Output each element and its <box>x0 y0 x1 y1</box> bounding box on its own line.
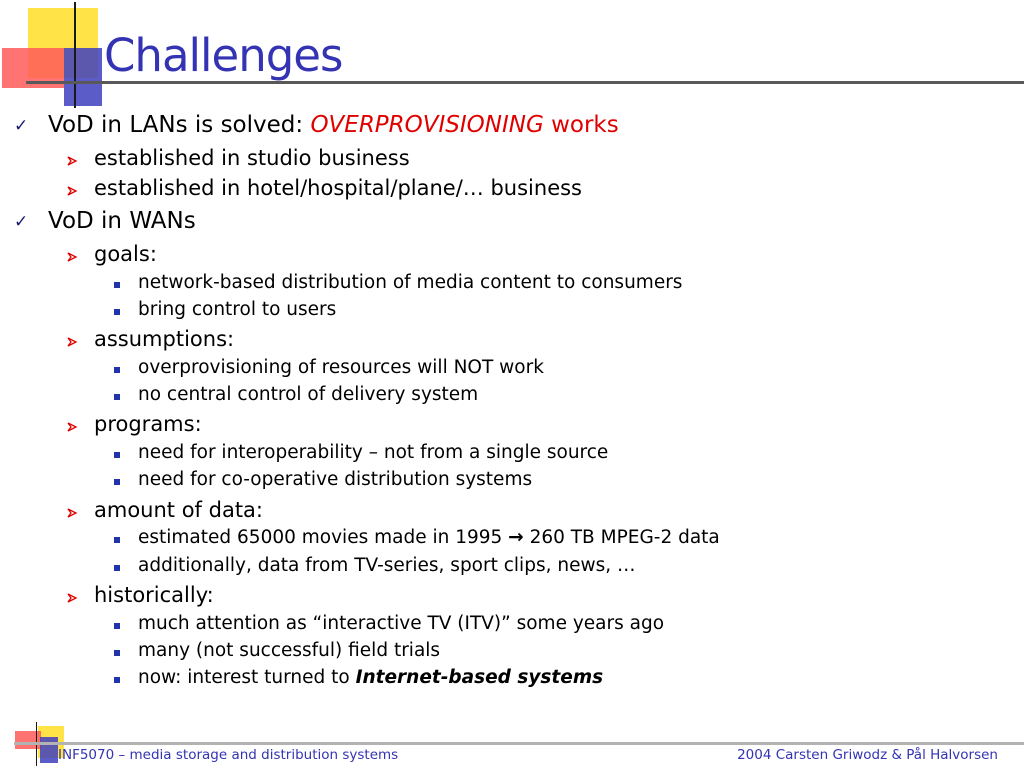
square-bullet-icon <box>114 367 120 373</box>
square-bullet-icon <box>114 452 120 458</box>
footer-logo-red <box>15 731 41 749</box>
square-bullet-icon <box>114 309 120 315</box>
amount-movies: estimated 65000 movies made in 1995 → 260 TB MPEG-2 data <box>138 527 720 548</box>
logo-blue-square <box>64 48 102 106</box>
square-bullet-icon <box>114 650 120 656</box>
subbullet-hotel: established in hotel/hospital/plane/… business <box>94 176 582 200</box>
logo-vertical-line <box>74 2 76 108</box>
square-bullet-icon <box>114 537 120 543</box>
assumption-central-control: no central control of delivery system <box>138 384 479 405</box>
footer-authors: 2004 Carsten Griwodz & Pål Halvorsen <box>737 747 998 763</box>
checkmark-icon: ✓ <box>14 116 29 136</box>
subbullet-historically: historically: <box>94 583 214 607</box>
history-itv: much attention as “interactive TV (ITV)” some years ago <box>138 613 665 634</box>
square-bullet-icon <box>114 565 120 571</box>
footer-rule <box>14 742 1024 745</box>
emphasis-internet-systems: Internet-based systems <box>355 667 604 688</box>
footer-logo-blue <box>40 737 58 763</box>
square-bullet-icon <box>114 479 120 485</box>
subbullet-goals: goals: <box>94 242 157 266</box>
bullet-vod-wans: VoD in WANs <box>48 208 196 234</box>
square-bullet-icon <box>114 623 120 629</box>
amount-additional: additionally, data from TV-series, sport clips, news, … <box>138 555 636 576</box>
program-interoperability: need for interoperability – not from a single source <box>138 442 609 463</box>
history-field-trials: many (not successful) field trials <box>138 640 441 661</box>
bullet-vod-lans: VoD in LANs is solved: OVERPROVISIONING works <box>48 112 619 138</box>
goal-distribution: network-based distribution of media content to consumers <box>138 272 683 293</box>
emphasis-overprovisioning: OVERPROVISIONING <box>310 112 544 138</box>
square-bullet-icon <box>114 677 120 683</box>
square-bullet-icon <box>114 394 120 400</box>
subbullet-programs: programs: <box>94 412 202 436</box>
subbullet-amount: amount of data: <box>94 498 263 522</box>
subbullet-studio: established in studio business <box>94 146 410 170</box>
assumption-overprovisioning: overprovisioning of resources will NOT work <box>138 357 544 378</box>
square-bullet-icon <box>114 282 120 288</box>
program-cooperative: need for co-operative distribution systems <box>138 469 533 490</box>
slide-title: Challenges <box>104 29 343 82</box>
subbullet-assumptions: assumptions: <box>94 327 235 351</box>
history-internet: now: interest turned to Internet-based systems <box>138 667 604 688</box>
footer-course: INF5070 – media storage and distribution systems <box>58 747 399 763</box>
goal-control: bring control to users <box>138 299 337 320</box>
arrow-right-icon: → <box>508 527 524 548</box>
checkmark-icon: ✓ <box>14 212 29 232</box>
